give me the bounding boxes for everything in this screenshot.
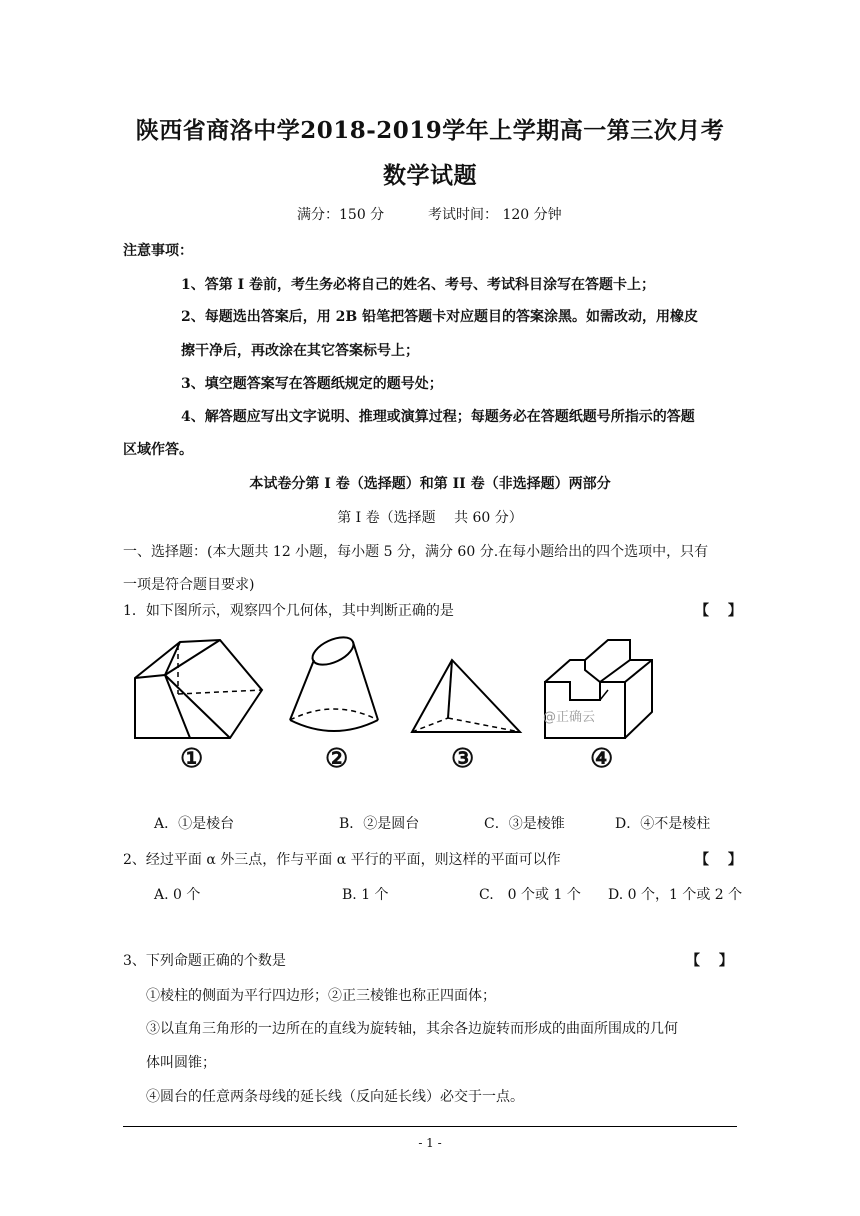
question-1-stem: 1．如下图所示，观察四个几何体，其中判断正确的是 xyxy=(123,603,454,619)
answer-bracket: 【 】 xyxy=(686,953,733,969)
section-intro: 一项是符合题目要求) xyxy=(123,577,255,593)
note-item: 1、答第 I 卷前，考生务必将自己的姓名、考号、考试科目涂写在答题卡上； xyxy=(181,277,656,293)
q2-option-d: D. 0 个，1 个或 2 个 xyxy=(608,887,743,903)
question-3-stem: 3、下列命题正确的个数是 xyxy=(123,953,286,969)
answer-bracket: 【 】 xyxy=(695,603,742,619)
q1-option-b: B．②是圆台 xyxy=(339,816,420,832)
note-item: 擦干净后，再改涂在其它答案标号上； xyxy=(181,343,419,359)
q1-option-a: A．①是棱台 xyxy=(154,816,235,832)
question-2-stem: 2、经过平面 α 外三点，作与平面 α 平行的平面，则这样的平面可以作 xyxy=(123,852,561,868)
note-item: 4、解答题应写出文字说明、推理或演算过程；每题务必在答题纸题号所指示的答题 xyxy=(181,409,695,425)
figure-3-solid xyxy=(412,660,520,732)
notes-heading: 注意事项： xyxy=(123,243,193,259)
figure-label-3: ③ xyxy=(451,744,475,774)
q3-statement: ③以直角三角形的一边所在的直线为旋转轴，其余各边旋转而形成的曲面所围成的几何 xyxy=(146,1021,678,1037)
answer-bracket: 【 】 xyxy=(695,852,742,868)
q1-option-d: D．④不是棱柱 xyxy=(615,816,711,832)
watermark-text: @正确云 xyxy=(543,710,596,725)
q1-option-c: C．③是棱锥 xyxy=(484,816,565,832)
figure-2-solid xyxy=(290,632,378,731)
q2-option-c: C. 0 个或 1 个 xyxy=(479,887,581,903)
q3-statement: 体叫圆锥； xyxy=(146,1055,216,1071)
q2-option-b: B. 1 个 xyxy=(342,887,389,903)
exam-time: 考试时间： 120 分钟 xyxy=(428,207,562,223)
q3-statement: ④圆台的任意两条母线的延长线（反向延长线）必交于一点。 xyxy=(146,1089,524,1105)
exam-subject: 数学试题 xyxy=(383,162,477,189)
footer-rule xyxy=(123,1126,737,1127)
parts-line: 本试卷分第 I 卷（选择题）和第 II 卷（非选择题）两部分 xyxy=(249,476,611,492)
page-number: - 1 - xyxy=(418,1136,442,1150)
figure-1-solid xyxy=(135,640,262,738)
exam-title: 陕西省商洛中学2018-2019学年上学期高一第三次月考 xyxy=(135,117,725,144)
note-item: 3、填空题答案写在答题纸规定的题号处； xyxy=(181,376,443,392)
note-item: 2、每题选出答案后，用 2B 铅笔把答题卡对应题目的答案涂黑。如需改动，用橡皮 xyxy=(181,309,699,325)
section-title: 第 I 卷（选择题 共 60 分） xyxy=(337,510,523,526)
figure-label-1: ① xyxy=(180,744,204,774)
note-item: 区域作答。 xyxy=(123,442,193,458)
section-intro: 一、选择题：(本大题共 12 小题，每小题 5 分，满分 60 分.在每小题给出的四个选项中，只有 xyxy=(123,544,709,560)
q3-statement: ①棱柱的侧面为平行四边形；②正三棱锥也称正四面体； xyxy=(146,988,496,1004)
full-score: 满分：150 分 xyxy=(297,207,385,223)
figure-label-2: ② xyxy=(325,744,349,774)
figure-label-4: ④ xyxy=(590,744,614,774)
q2-option-a: A. 0 个 xyxy=(154,887,201,903)
